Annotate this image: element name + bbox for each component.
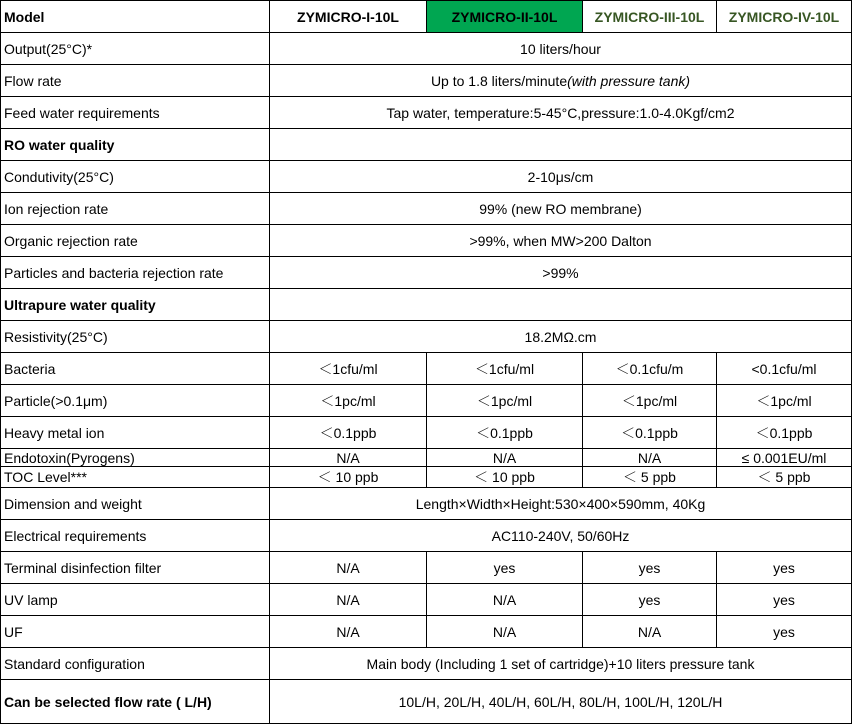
cell-model-1: N/A — [270, 616, 427, 648]
row-label: Endotoxin(Pyrogens) — [1, 449, 270, 467]
model-3: ZYMICRO-III-10L — [583, 1, 717, 33]
row-label: Flow rate — [1, 65, 270, 97]
row-label: Terminal disinfection filter — [1, 552, 270, 584]
cell-model-3: yes — [583, 552, 717, 584]
row-resistivity — [1, 321, 852, 353]
model-1: ZYMICRO-I-10L — [270, 1, 427, 33]
row-particle — [1, 385, 852, 417]
row-output — [1, 33, 852, 65]
row-label: Standard configuration — [1, 648, 270, 680]
row-label: TOC Level*** — [1, 467, 270, 488]
cell-model-1: N/A — [270, 584, 427, 616]
row-terminal-filter — [1, 552, 852, 584]
cell-model-3: ＜ 5 ppb — [583, 467, 717, 488]
cell-model-2: ＜0.1ppb — [427, 417, 583, 449]
cell-model-3: ＜1pc/ml — [583, 385, 717, 417]
row-label: Ion rejection rate — [1, 193, 270, 225]
row-ion-rejection — [1, 193, 852, 225]
row-value: >99%, when MW>200 Dalton — [270, 225, 852, 257]
row-heavy-metal — [1, 417, 852, 449]
header-row — [1, 1, 852, 33]
row-value: Main body (Including 1 set of cartridge)+10 liters pressure tank — [270, 648, 852, 680]
cell-model-4: yes — [717, 616, 852, 648]
cell-model-4: ＜ 5 ppb — [717, 467, 852, 488]
section-heading: RO water quality — [1, 129, 270, 161]
cell-model-1: N/A — [270, 552, 427, 584]
cell-model-2: ＜ 10 ppb — [427, 467, 583, 488]
model-4: ZYMICRO-IV-10L — [717, 1, 852, 33]
row-label: Particle(>0.1μm) — [1, 385, 270, 417]
row-endotoxin — [1, 449, 852, 467]
row-label: Heavy metal ion — [1, 417, 270, 449]
cell-model-1: ＜1cfu/ml — [270, 353, 427, 385]
flow-rate-value: Up to 1.8 liters/minute — [430, 72, 568, 89]
section-empty — [270, 289, 852, 321]
row-label: Can be selected flow rate ( L/H) — [1, 680, 270, 724]
row-bacteria — [1, 353, 852, 385]
row-label: Feed water requirements — [1, 97, 270, 129]
row-value: Tap water, temperature:5-45°C,pressure:1.0-4.0Kgf/cm2 — [270, 97, 852, 129]
row-value: 10 liters/hour — [270, 33, 852, 65]
section-heading: Ultrapure water quality — [1, 289, 270, 321]
cell-model-3: N/A — [583, 616, 717, 648]
row-flow-selection — [1, 680, 852, 724]
row-particle-rejection — [1, 257, 852, 289]
cell-model-4: ≤ 0.001EU/ml — [717, 449, 852, 467]
row-label: UV lamp — [1, 584, 270, 616]
row-uv-lamp — [1, 584, 852, 616]
cell-model-1: N/A — [270, 449, 427, 467]
cell-model-4: <0.1cfu/ml — [717, 353, 852, 385]
row-label: UF — [1, 616, 270, 648]
row-label: Output(25°C)* — [1, 33, 270, 65]
cell-model-2: ＜1pc/ml — [427, 385, 583, 417]
cell-model-4: ＜0.1ppb — [717, 417, 852, 449]
cell-model-4: ＜1pc/ml — [717, 385, 852, 417]
row-uf — [1, 616, 852, 648]
row-conductivity — [1, 161, 852, 193]
row-toc — [1, 467, 852, 488]
row-electrical — [1, 520, 852, 552]
row-label: Electrical requirements — [1, 520, 270, 552]
row-label: Bacteria — [1, 353, 270, 385]
cell-model-3: ＜0.1ppb — [583, 417, 717, 449]
cell-model-2: N/A — [427, 449, 583, 467]
section-ultrapure — [1, 289, 852, 321]
cell-model-4: yes — [717, 584, 852, 616]
row-organic-rejection — [1, 225, 852, 257]
row-label: Dimension and weight — [1, 488, 270, 520]
row-dimension — [1, 488, 852, 520]
section-ro — [1, 129, 852, 161]
row-value — [270, 65, 852, 97]
row-value: 2-10μs/cm — [270, 161, 852, 193]
header-label: Model — [1, 1, 270, 33]
cell-model-2: yes — [427, 552, 583, 584]
row-label: Condutivity(25°C) — [1, 161, 270, 193]
row-value: AC110-240V, 50/60Hz — [270, 520, 852, 552]
cell-model-1: ＜0.1ppb — [270, 417, 427, 449]
row-value: 18.2MΩ.cm — [270, 321, 852, 353]
cell-model-4: yes — [717, 552, 852, 584]
cell-model-3: ＜0.1cfu/m — [583, 353, 717, 385]
model-2: ZYMICRO-II-10L — [427, 1, 583, 33]
row-feed-water — [1, 97, 852, 129]
flow-rate-note: (with pressure tank) — [567, 72, 691, 89]
row-value: 10L/H, 20L/H, 40L/H, 60L/H, 80L/H, 100L/H, 120L/H — [270, 680, 852, 724]
cell-model-2: N/A — [427, 616, 583, 648]
row-label: Resistivity(25°C) — [1, 321, 270, 353]
cell-model-1: ＜ 10 ppb — [270, 467, 427, 488]
row-label: Particles and bacteria rejection rate — [1, 257, 270, 289]
row-standard-config — [1, 648, 852, 680]
cell-model-1: ＜1pc/ml — [270, 385, 427, 417]
cell-model-3: N/A — [583, 449, 717, 467]
cell-model-2: ＜1cfu/ml — [427, 353, 583, 385]
cell-model-2: N/A — [427, 584, 583, 616]
cell-model-3: yes — [583, 584, 717, 616]
row-value: >99% — [270, 257, 852, 289]
row-value: Length×Width×Height:530×400×590mm, 40Kg — [270, 488, 852, 520]
row-label: Organic rejection rate — [1, 225, 270, 257]
row-flow-rate — [1, 65, 852, 97]
section-empty — [270, 129, 852, 161]
row-value: 99% (new RO membrane) — [270, 193, 852, 225]
